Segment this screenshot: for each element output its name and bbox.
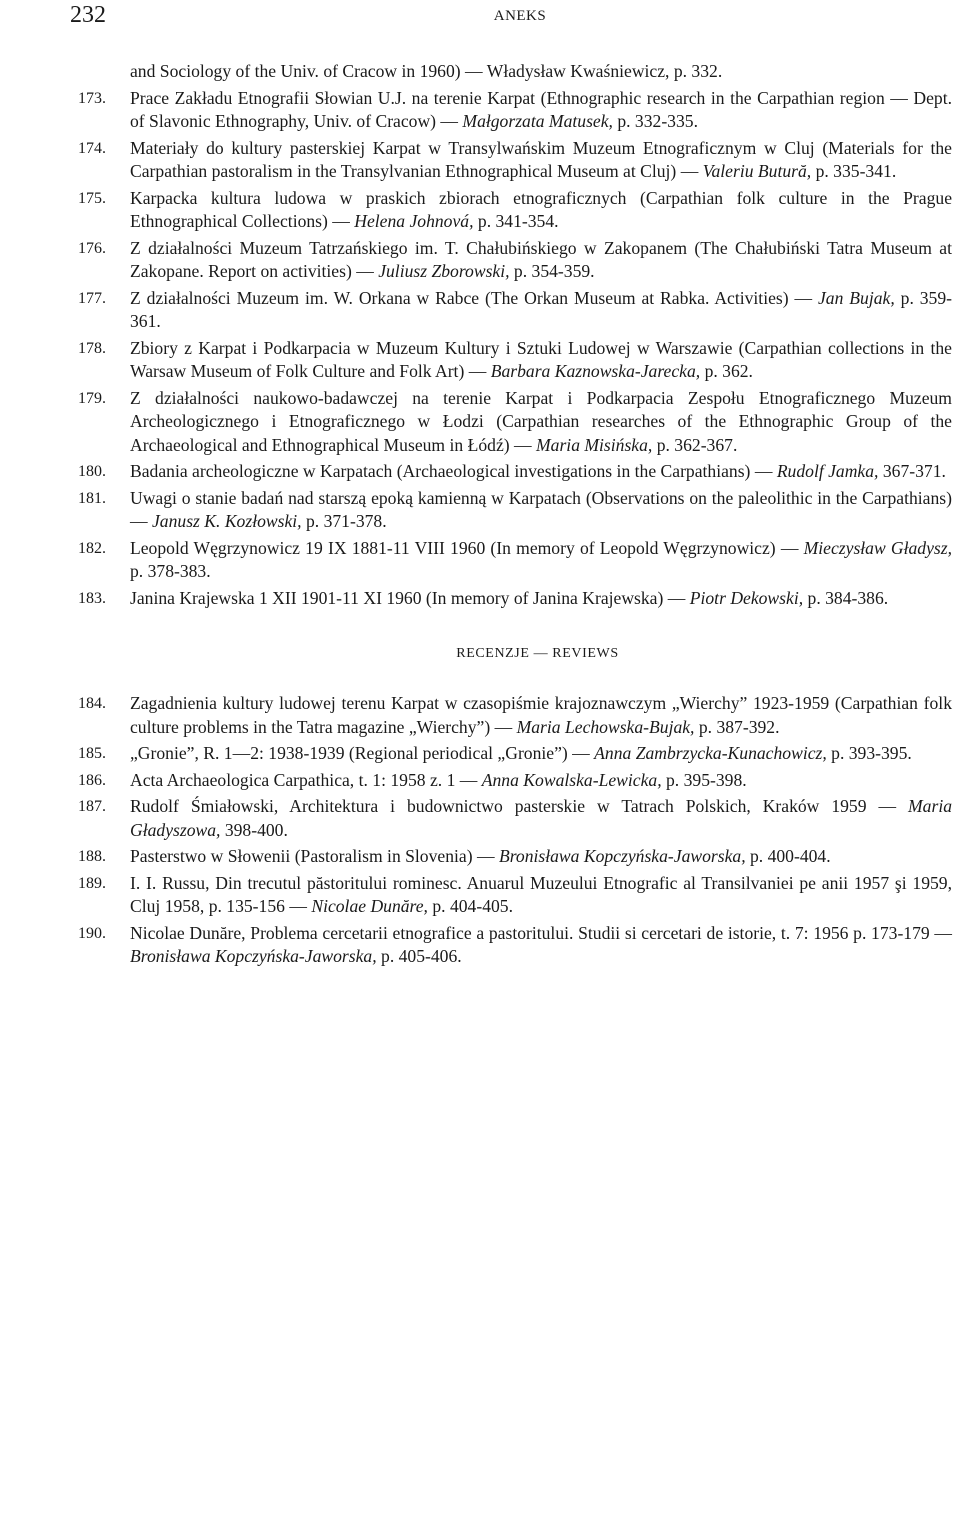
entry-pages: p. 354-359. — [509, 261, 595, 281]
entry-text: Materiały do kultury pasterskiej Karpat w Transylwańskim Muzeum Etnograficznym w Cluj (Materials for the Carpathian pastoralism in the Transylvanian Ethnographical Museum at Cluj) — — [130, 137, 952, 181]
list-item — [0, 287, 960, 334]
entry-text: Zagadnienia kultury ludowej terenu Karpat w czasopiśmie krajoznawczym „Wierchy” 1923-1959 (Carpathian folk culture problems in the Tatra magazine „Wierchy”) — — [130, 693, 952, 737]
entries-list — [0, 60, 960, 972]
entry-number: 182. — [78, 539, 106, 557]
entry-author: Nicolae Dunăre, — [311, 896, 428, 916]
list-item — [0, 692, 960, 739]
entry-pages: p. 362-367. — [652, 434, 738, 455]
entry-text: Z działalności naukowo-badawczej na terenie Karpat i Podkarpacia Zespołu Etnograficznego Muzeum Archeologicznego i Etnograficznego w Łodzi (Carpathian researches of the Ethnographic Group of the Archaeological and Ethnographical Museum in Łódź) — — [130, 387, 952, 455]
running-head: ANEKS — [493, 8, 547, 24]
entry-pages: p. 387-392. — [694, 716, 780, 737]
page-number: 232 — [70, 2, 106, 28]
entry-text: Leopold Węgrzynowicz 19 IX 1881-11 VIII 1960 (In memory of Leopold Węgrzynowicz) — — [130, 537, 804, 558]
entry-author: Barbara Kaznowska-Jarecka, — [490, 361, 701, 381]
entry-author: Piotr Dekowski, — [689, 587, 804, 608]
entry-text: Zbiory z Karpat i Podkarpacia w Muzeum Kultury i Sztuki Ludowej w Warszawie (Carpathian collections in the Warsaw Museum of Folk Culture and Folk Art) — — [130, 337, 952, 381]
list-item — [0, 587, 960, 611]
entry-pages: p. 332-335. — [612, 111, 698, 131]
entry-pages: p. 378-383. — [130, 561, 211, 581]
entry-author: Rudolf Jamka, — [776, 461, 879, 481]
entry-number: 185. — [78, 745, 106, 762]
entry-number: 177. — [78, 289, 106, 307]
entry-number: 183. — [78, 589, 106, 607]
entry-text: Badania archeologiczne w Karpatach (Archaeological investigations in the Carpathians) — — [130, 461, 777, 481]
entry-author: Maria Misińska, — [536, 434, 653, 455]
list-item — [0, 742, 960, 766]
entry-number: 178. — [78, 339, 106, 357]
entry-text: Prace Zakładu Etnografii Słowian U.J. na terenie Karpat (Ethnographic research in the Carpathian region — Dept. of Slavonic Ethnography, Univ. of Cracow) — — [130, 87, 952, 131]
entry-pages: p. 405-406. — [376, 946, 462, 966]
entry-pages: p. 404-405. — [427, 896, 513, 916]
entry-number: 175. — [78, 189, 106, 207]
list-item — [0, 87, 960, 134]
entry-pages: p. 341-354. — [473, 211, 559, 231]
entry-text: Karpacka kultura ludowa w praskich zbiorach etnograficznych (Carpathian folk culture in the Prague Ethnographical Collections) — — [130, 187, 952, 231]
entry-text: I. I. Russu, Din trecutul păstoritului rominesc. Anuarul Muzeului Etnografic al Transilvaniei pe anii 1957 şi 1959, Cluj 1958, p. 135-156 — — [130, 872, 952, 916]
entry-pages: p. 371-378. — [301, 511, 387, 531]
entry-number: 174. — [78, 139, 106, 157]
entry-author: Małgorzata Matusek, — [462, 111, 613, 131]
entry-number: 184. — [78, 695, 106, 712]
list-item — [0, 187, 960, 234]
continued-entry — [0, 60, 960, 84]
list-item — [0, 537, 960, 584]
entry-pages: p. 384-386. — [803, 587, 889, 608]
entry-number: 179. — [78, 389, 106, 407]
reviews-group — [0, 692, 960, 969]
entry-number: 173. — [78, 89, 106, 107]
entry-pages: p. 332. — [669, 61, 723, 81]
list-item — [0, 237, 960, 284]
entry-number: 188. — [78, 848, 106, 865]
entry-pages: 398-400. — [220, 819, 288, 840]
entry-pages: p. 362. — [700, 361, 753, 381]
entry-pages: p. 393-395. — [826, 743, 912, 763]
entry-number: 180. — [78, 463, 106, 480]
entry-number: 190. — [78, 924, 106, 942]
entry-author: Mieczysław Gładysz, — [803, 537, 952, 558]
entry-author: Bronisława Kopczyńska-Jaworska, — [130, 946, 377, 966]
entry-number: 181. — [78, 489, 106, 507]
entry-author: Maria Lechowska-Bujak, — [516, 716, 695, 737]
list-item — [0, 795, 960, 842]
entry-pages: p. 359-361. — [130, 287, 952, 331]
list-item — [0, 845, 960, 869]
entry-author: Jan Bujak, — [818, 287, 895, 308]
entry-text: and Sociology of the Univ. of Cracow in 1960) — — [130, 61, 487, 81]
list-item — [0, 872, 960, 919]
entry-author: Maria Gładyszowa, — [130, 796, 952, 840]
entry-author: Valeriu Butură, — [702, 161, 812, 181]
entry-author: Władysław Kwaśniewicz, — [486, 61, 670, 81]
section-heading: RECENZJE — REVIEWS — [456, 646, 619, 661]
entry-text: Rudolf Śmiałowski, Architektura i budownictwo pasterskie w Tatrach Polskich, Kraków 1959 — — [130, 796, 909, 816]
list-item — [0, 137, 960, 184]
entry-text: Pasterstwo w Słowenii (Pastoralism in Slovenia) — — [130, 846, 499, 866]
entry-author: Helena Johnová, — [354, 211, 474, 231]
list-item — [0, 487, 960, 534]
entry-author: Janusz K. Kozłowski, — [152, 511, 302, 531]
entry-pages: p. 400-404. — [745, 846, 831, 866]
entry-number: 189. — [78, 874, 106, 892]
entry-number: 186. — [78, 771, 106, 789]
list-item — [0, 460, 960, 484]
entry-pages: p. 335-341. — [811, 161, 897, 181]
list-item — [0, 769, 960, 793]
entry-text: Z działalności Muzeum Tatrzańskiego im. T. Chałubińskiego w Zakopanem (The Chałubiński Tatra Museum at Zakopane. Report on activities) — — [130, 237, 952, 281]
entry-text: Z działalności Muzeum im. W. Orkana w Rabce (The Orkan Museum at Rabka. Activities) — — [130, 287, 818, 308]
list-item — [0, 337, 960, 384]
entry-text: Janina Krajewska 1 XII 1901-11 XI 1960 (In memory of Janina Krajewska) — — [130, 587, 690, 608]
list-item — [0, 922, 960, 969]
entry-number: 176. — [78, 239, 106, 257]
entry-pages: 367-371. — [878, 461, 946, 481]
entry-text: Acta Archaeologica Carpathica, t. 1: 1958 z. 1 — — [130, 769, 482, 790]
entry-number: 187. — [78, 798, 106, 815]
list-item — [0, 387, 960, 458]
articles-group — [0, 87, 960, 611]
entry-text: „Gronie”, R. 1—2: 1938-1939 (Regional periodical „Gronie”) — — [130, 743, 595, 763]
entry-author: Anna Zambrzycka-Kunachowicz, — [594, 743, 827, 763]
entry-author: Anna Kowalska-Lewicka, — [481, 769, 662, 790]
entry-pages: p. 395-398. — [661, 769, 747, 790]
entry-text: Uwagi o stanie badań nad starszą epoką kamienną w Karpatach (Observations on the paleolithic in the Carpathians) — — [130, 487, 952, 531]
entry-author: Juliusz Zborowski, — [378, 261, 510, 281]
entry-text: Nicolae Dunăre, Problema cercetarii etnografice a pastoritului. Studii si cercetari de istorie, t. 7: 1956 p. 173-179 — — [130, 922, 952, 943]
entry-author: Bronisława Kopczyńska-Jaworska, — [498, 846, 746, 866]
